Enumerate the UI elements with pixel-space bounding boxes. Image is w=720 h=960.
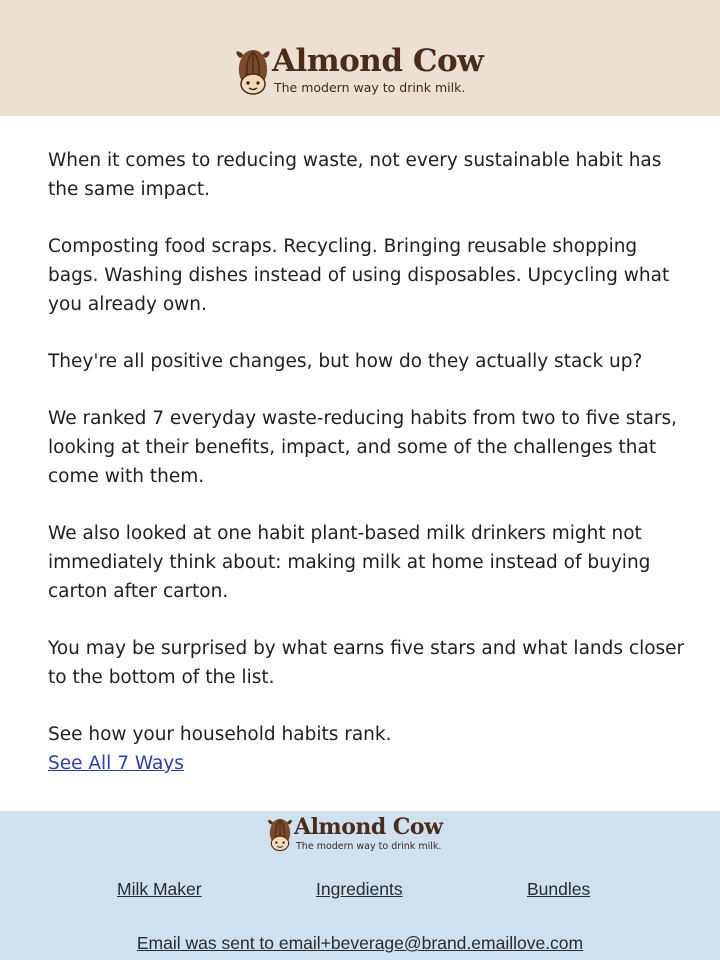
- closing-text: See how your household habits rank.: [48, 724, 392, 745]
- header-brand-name: Almond Cow: [272, 43, 484, 79]
- closing-line: [48, 720, 688, 778]
- footer-link-ingredients[interactable]: Ingredients: [316, 879, 403, 899]
- footer-link-milk-maker[interactable]: Milk Maker: [117, 879, 202, 899]
- article-paragraph: You may be surprised by what earns five stars and what lands closer to the bottom of the list.: [48, 638, 685, 688]
- almond-cow-icon: [234, 46, 272, 96]
- header-logo[interactable]: [234, 43, 484, 96]
- article-paragraph: We also looked at one habit plant-based milk drinkers might not immediately think about: making milk at home instead of buying carton after carton.: [48, 523, 651, 602]
- header-tagline: The modern way to drink milk.: [274, 80, 466, 95]
- article-paragraph: We ranked 7 everyday waste-reducing habits from two to five stars, looking at their benefits, impact, and some of the challenges that come with them.: [48, 408, 678, 487]
- email-sent-notice[interactable]: Email was sent to email+beverage@brand.emaillove.com: [136, 933, 584, 953]
- almond-cow-icon: [266, 816, 294, 852]
- email-header: [0, 0, 720, 116]
- see-all-ways-link[interactable]: See All 7 Ways: [48, 753, 184, 774]
- footer-logo[interactable]: [266, 816, 443, 852]
- footer-tagline: The modern way to drink milk.: [296, 841, 442, 852]
- footer-brand-name: Almond Cow: [294, 814, 443, 840]
- article-paragraph: They're all positive changes, but how do they actually stack up?: [48, 351, 643, 372]
- footer-link-bundles[interactable]: Bundles: [527, 879, 591, 899]
- article-paragraph: When it comes to reducing waste, not every sustainable habit has the same impact.: [48, 150, 662, 200]
- article-paragraph: Composting food scraps. Recycling. Bringing reusable shopping bags. Washing dishes instead of using disposables. Upcycling what you already own.: [48, 236, 670, 315]
- article-body: [48, 146, 688, 778]
